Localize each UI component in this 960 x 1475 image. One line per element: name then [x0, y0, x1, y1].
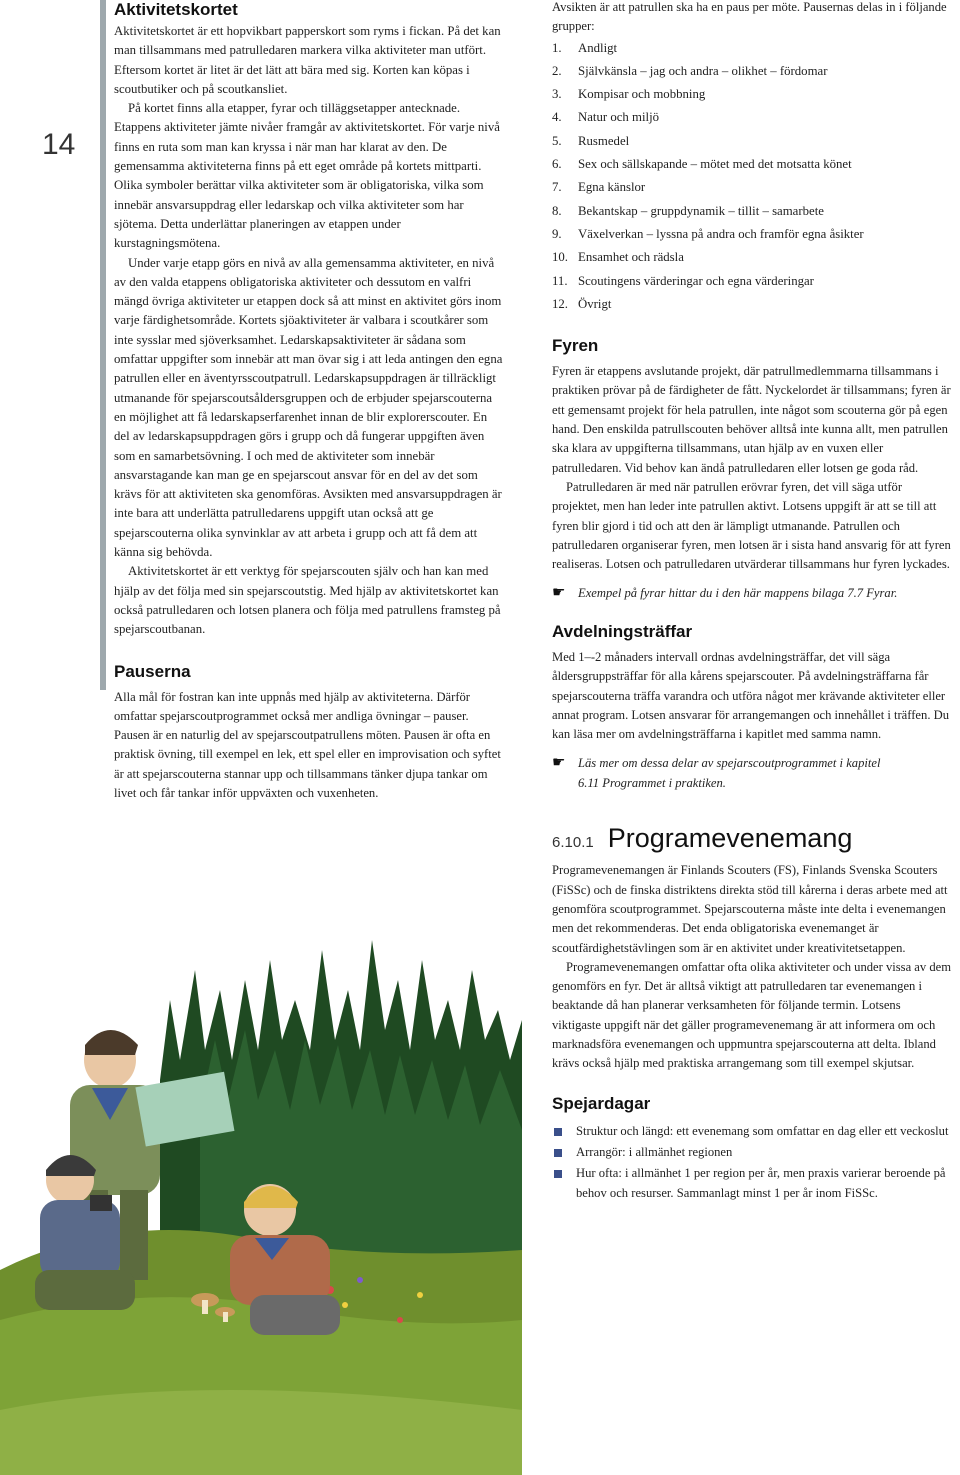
- list-item-number: 8.: [552, 203, 562, 218]
- list-item: [552, 37, 952, 60]
- list-item-number: 11.: [552, 273, 568, 288]
- list-item: [552, 270, 952, 293]
- list-item: [552, 200, 952, 223]
- pointing-hand-icon: ☛: [552, 755, 566, 772]
- paragraph: Aktivitetskortet är ett hopvikbart papperskort som ryms i fickan. På det kan man tillsammans med patrulledaren markera vilka aktiviteter man utfört. Eftersom kortet är litet är det lätt att bära med sig. Korten kan köpas i scoutbutiker och på scoutkansliet.: [114, 24, 501, 96]
- list-item-number: 7.: [552, 180, 562, 195]
- left-column: [114, 0, 504, 803]
- note-text: Exempel på fyrar hittar du i den här mappens bilaga 7.7 Fyrar.: [578, 586, 898, 601]
- list-item-number: 4.: [552, 110, 562, 125]
- list-item-text: Scoutingens värderingar och egna värderingar: [578, 273, 814, 288]
- list-item-number: 5.: [552, 133, 562, 148]
- list-item-text: Rusmedel: [578, 133, 630, 148]
- section-number: 6.10.1: [552, 834, 594, 852]
- square-bullet-icon: [554, 1149, 562, 1157]
- square-bullet-icon: [554, 1170, 562, 1178]
- paragraph: Aktivitetskortet är ett verktyg för spejarscouten själv och han kan med hjälp av det följa med sin spejarscoutstig. Med hjälp av aktivitetskortet kan också patrulledaren och lotsen planera och följa med patrullens framsteg på spejarscoutbanan.: [114, 564, 501, 637]
- paragraph: På kortet finns alla etapper, fyrar och tilläggsetapper antecknade. Etappens aktiviteter jämte nivåer framgår av aktivitetskortet. För varje nivå finns en ruta som man kan kryssa i när man har klarat av den. De gemensamma aktiviteterna finns på ett eget område på kortets mittparti. Olika symboler berättar vilka aktiviteter som är obligatoriska, vilka som innebär ansvarsuppdrag eller ledarskap och vilka aktiviteter som har sjötema. Detta underlättar planeringen av etappen under kurstagningsmötena.: [114, 101, 500, 251]
- list-item-number: 6.: [552, 157, 562, 172]
- margin-bar: [100, 0, 106, 690]
- heading-fyren: Fyren: [552, 336, 599, 356]
- list-item-text: Andligt: [578, 40, 618, 55]
- list-item-text: Övrigt: [578, 296, 612, 311]
- list-item: [552, 83, 952, 106]
- list-item-number: 2.: [552, 63, 562, 78]
- heading-pauserna: Pauserna: [114, 661, 191, 681]
- heading-spejardagar: Spejardagar: [552, 1093, 651, 1113]
- paragraph: Programevenemangen är Finlands Scouters (FS), Finlands Svenska Scouters (FiSSc) och de finska distriktens direkta stöd till kårerna i deras arbete med att genomföra scoutprogrammet. Spejarscouterna måste inte delta i evenemangen men det rekommenderas. Det enda obligatoriska evenemanget är scoutfärdighetstävlingen som är en aktivitet under kreativitetsetappen.: [552, 863, 948, 955]
- list-item-text: Växelverkan – lyssna på andra och framför egna åsikter: [578, 226, 864, 241]
- paragraph: Programevenemangen omfattar ofta olika aktiviteter och under vissa av dem genomförs en fyr. Det är alltså viktigt att patrulledaren tar evenemangen i beaktande då han planerar verksamheten för följande termin. Lotsens viktigaste uppgift när det gäller programevenemang är att informera om och marknadsföra evenemangen och uppmuntra spejarscouterna att delta. Ibland krävs också hjälp med praktiska arrangemang som till exempel skjutsar.: [552, 959, 952, 1071]
- square-bullet-icon: [554, 1128, 562, 1136]
- list-item-text: Natur och miljö: [578, 110, 660, 125]
- list-item: [552, 293, 952, 316]
- paragraph: Alla mål för fostran kan inte uppnås med hjälp av aktiviteterna. Därför omfattar spejarscoutprogrammet också mer andliga övningar – pauser. Pausen är en naturlig del av spejarscoutpatrullens möten. Pausen är ofta en praktisk övning, till exempel en lek, ett spel eller en improvisation och syftet är att spejarscouterna stannar upp och tillsammans tänker djupa tankar om livet och får tankar inför uppväxten och vuxenheten.: [114, 689, 501, 800]
- list-item-number: 3.: [552, 87, 562, 102]
- list-item-text: Bekantskap – gruppdynamik – tillit – samarbete: [578, 203, 824, 218]
- note: [552, 584, 952, 604]
- list-item-text: Sex och sällskapande – mötet med det motsatta könet: [578, 157, 852, 172]
- list-item-number: 12.: [552, 296, 568, 311]
- list-item: [552, 176, 952, 199]
- list-item: [552, 153, 952, 176]
- list-item: [552, 130, 952, 153]
- section-heading: [552, 823, 952, 853]
- paragraph: Patrulledaren är med när patrullen erövrar fyren, det vill säga utför projektet, men han leder inte patrullen aktivt. Lotsens uppgift är att se till att fyren blir gjord i tid och att den är lämpligt utmanande. Patrullen och patrulledaren organiserar fyren, men lotsen är i sista hand ansvarig för att fyren realiseras. Lotsen och patrulledaren utvärderar tillsammans hur fyren lyckades.: [552, 479, 951, 572]
- list-item-text: Ensamhet och rädsla: [578, 250, 684, 265]
- list-item: [552, 246, 952, 269]
- list-item-number: 10.: [552, 250, 568, 265]
- section-title: Programevenemang: [607, 823, 853, 854]
- list-item: [552, 223, 952, 246]
- paragraph: Fyren är etappens avslutande projekt, där patrullmedlemmarna tillsammans i praktiken prövar på de färdigheter de fått. Nyckelordet är tillsammans; fyren är ett gemensamt projekt för hela patrullen, inte något som scouterna gör på egen hand. Den enskilda patrullscouten behöver alltså inte kunna allt, men patrullen ska klara av uppgifterna tillsammans, utan hjälp av en vuxen eller patrulledaren. Vid behov kan ändå patrulledaren eller lotsen ge goda råd.: [552, 364, 951, 475]
- list-item: [552, 60, 952, 83]
- heading-aktivitetskortet: Aktivitetskortet: [114, 0, 238, 19]
- paragraph: Avsikten är att patrullen ska ha en paus per möte. Pausernas delas in i följande grupper:: [552, 0, 947, 34]
- note: [552, 754, 952, 793]
- list-item-text: Självkänsla – jag och andra – olikhet – fördomar: [578, 63, 828, 78]
- list-item-number: 9.: [552, 226, 562, 241]
- list-item-text: Egna känslor: [578, 180, 646, 195]
- list-item: Arrangör: i allmänhet regionen: [552, 1143, 952, 1162]
- note-text: 6.11 Programmet i praktiken.: [578, 775, 726, 790]
- pause-group-list: [552, 37, 952, 317]
- list-item: Struktur och längd: ett evenemang som omfattar en dag eller ett veckoslut: [552, 1122, 952, 1141]
- paragraph: Med 1–-2 månaders intervall ordnas avdelningsträffar, det vill säga åldersgruppsträffar för alla kårens spejarscouter. På avdelningsträffarna får spejarscouterna träffa varandra och utföra något mer krävande aktiviteter eller annat program. Lotsen ansvarar för arrangemangen och innehållet i träffen. Du kan läsa mer om avdelningsträffarna i kapitlet med samma namn.: [552, 649, 950, 742]
- scouts-illustration: [0, 850, 522, 1475]
- list-item-text: Kompisar och mobbning: [578, 87, 706, 102]
- spejardagar-list: [552, 1122, 952, 1203]
- list-item: Hur ofta: i allmänhet 1 per region per år, men praxis varierar beroende på behov och resurser. Sammanlagt minst 1 per år inom FiSSc.: [552, 1164, 952, 1203]
- note-text: Läs mer om dessa delar av spejarscoutprogrammet i kapitel: [578, 756, 881, 771]
- pointing-hand-icon: ☛: [552, 585, 566, 602]
- paragraph: Under varje etapp görs en nivå av alla gemensamma aktiviteter, en nivå av den valda etappens obligatoriska aktiviteter och dessutom en valfri mängd övriga aktiviteter ur etappen dock så att minst en aktivitet görs inom varje färdighetsområde. Kortets sjöaktiviteter är valbara i scoutkårer som inte sysslar med sjöverksamhet. Ledarskapsaktiviteter är sådana som omfattar uppgifter som innebär att man övar sig i att leda antingen den egna patrullen eller en äventyrsscoutpatrull. Ledarskapsuppdragen är tillräckligt utmanande för spejarscoutsåldersgruppen och de erbjuder spejarscouterna en möjlighet att få ledarskapserfarenhet innan de blir explorerscouter. En del av ledarskapsuppdragen görs i grupp och då fungerar uppgiften även som en samarbetsövning. I och med de aktiviteter som innebär ansvarstagande kan man ge en spejarscout ansvar för en del av det som krävs för att aktiviteten ska genomföras. Avsikten med ansvarsuppdragen är inte bara att underlätta patrulledarens uppgift utan också att ge spejarscouterna olika synvinklar av att arbeta i grupp och att få dem att känna sig behövda.: [114, 255, 503, 560]
- list-item-number: 1.: [552, 40, 562, 55]
- right-column: [552, 0, 952, 1205]
- heading-avdelningstraffar: Avdelningsträffar: [552, 621, 693, 641]
- page-number: 14: [42, 128, 76, 161]
- list-item: [552, 106, 952, 129]
